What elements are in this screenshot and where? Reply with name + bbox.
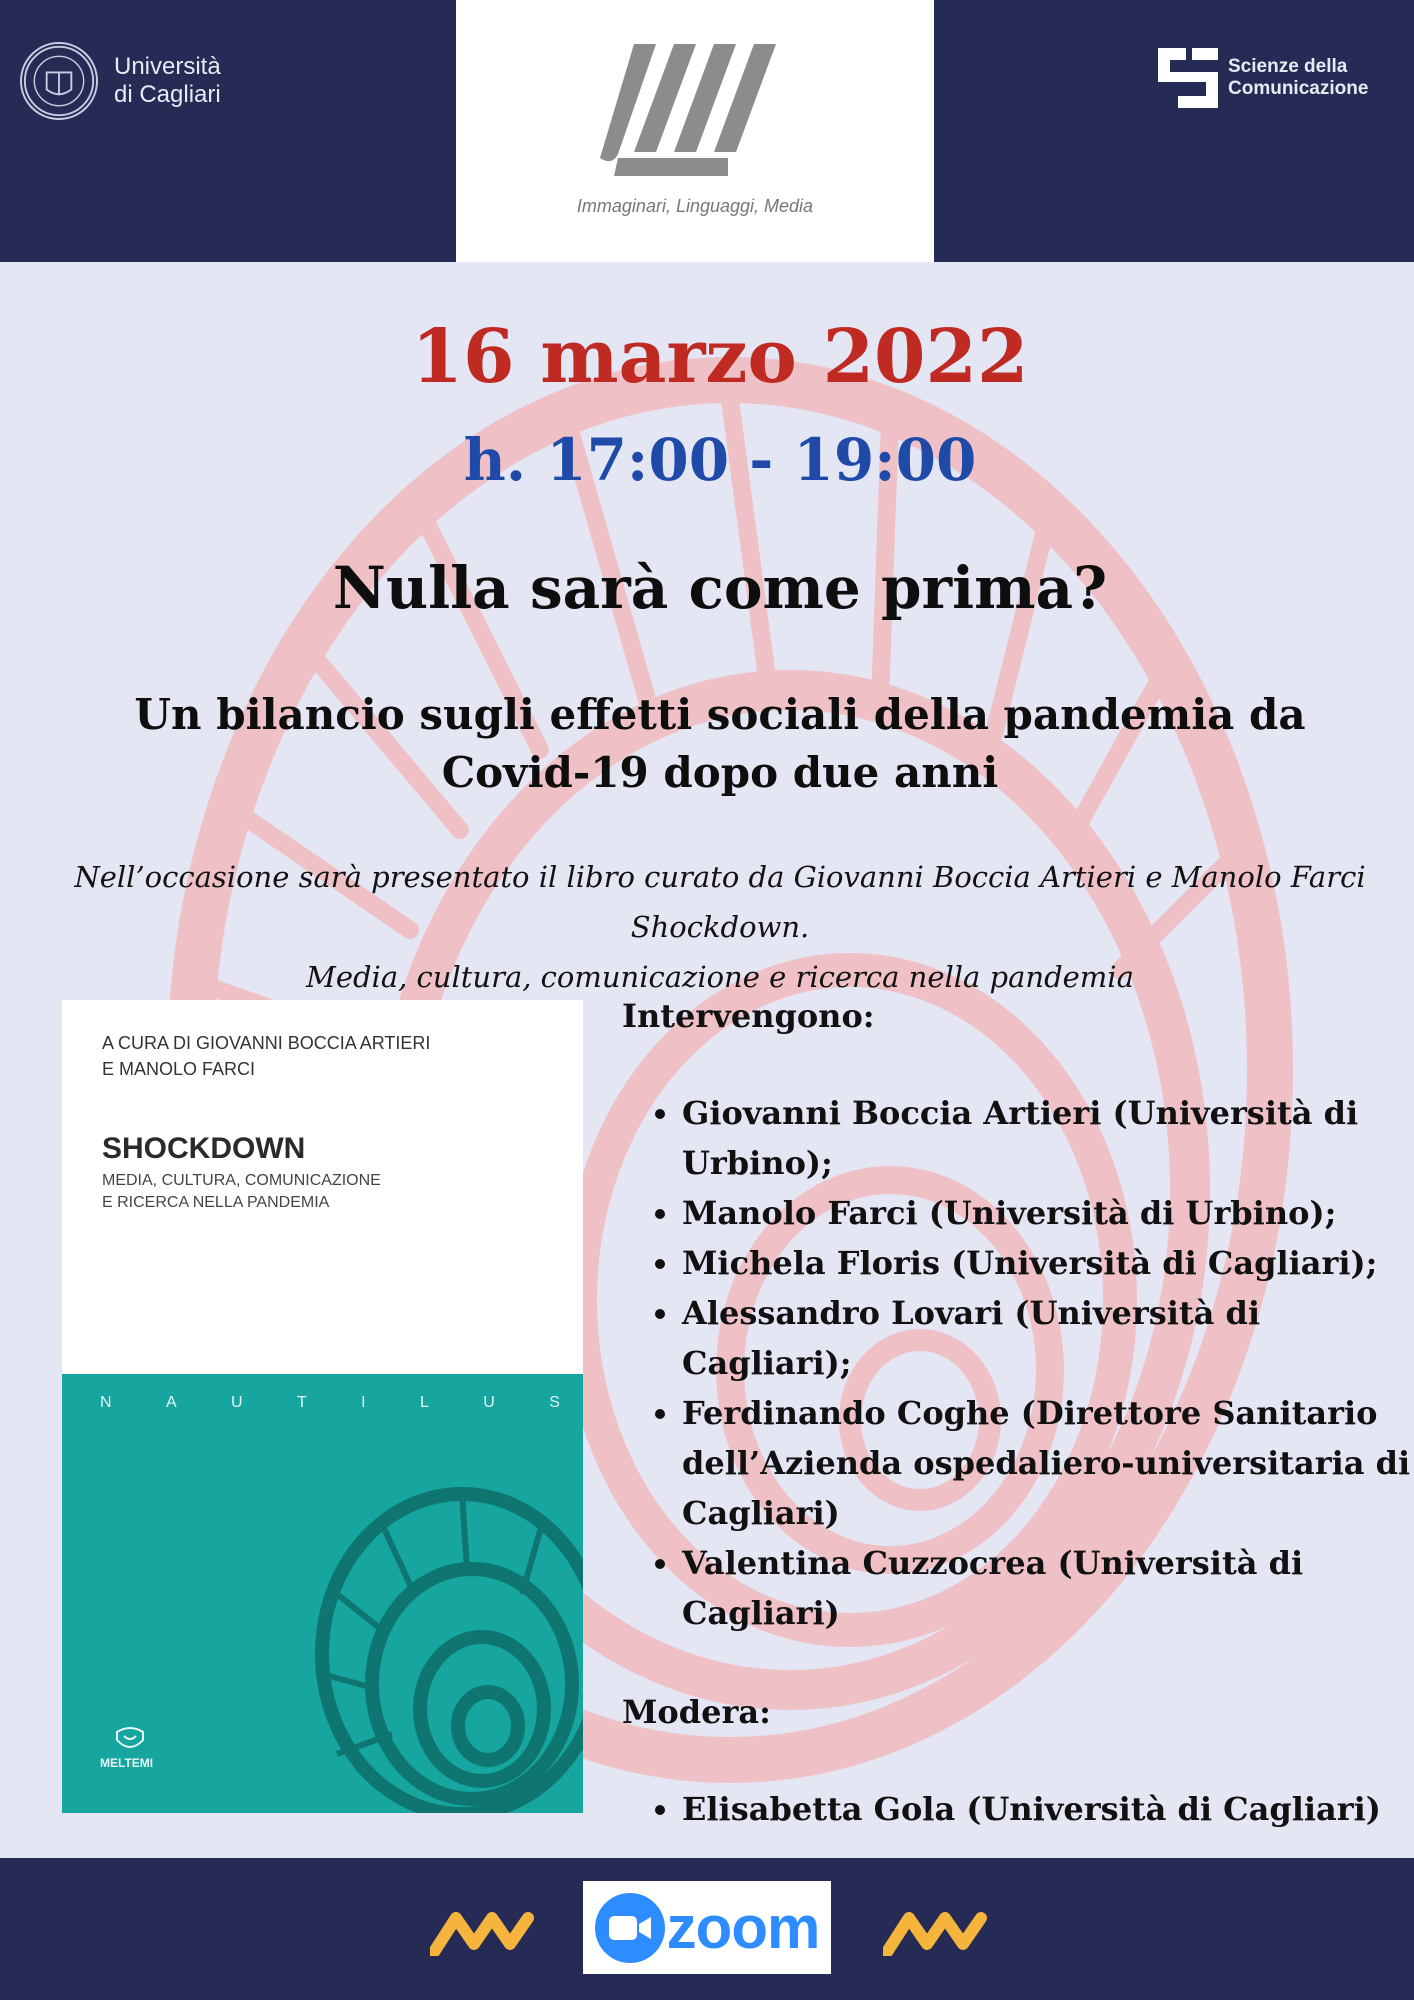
event-title: Nulla sarà come prima? — [332, 554, 1108, 622]
university-logo[interactable] — [20, 42, 221, 120]
series-letter: U — [231, 1394, 243, 1411]
university-name-line2: di Cagliari — [114, 81, 221, 108]
book-curators-line1: A CURA DI GIOVANNI BOCCIA ARTIERI — [102, 1033, 431, 1053]
series-letter: L — [419, 1394, 429, 1411]
zoom-camera-icon — [595, 1893, 665, 1963]
event-date: 16 marzo 2022 — [411, 314, 1029, 400]
mm-logo-icon — [430, 1912, 536, 1956]
book-subtitle — [102, 1170, 502, 1214]
speakers-section — [622, 988, 1414, 1834]
series-letter: U — [483, 1394, 495, 1411]
series-letter: N — [100, 1394, 112, 1411]
book-curators-line2: E MANOLO FARCI — [102, 1059, 256, 1079]
series-letter: A — [165, 1394, 177, 1411]
book-subtitle-line2: E RICERCA NELLA PANDEMIA — [102, 1194, 330, 1211]
intro-line1: Nell’occasione sarà presentato il libro curato da Giovanni Boccia Artieri e Manolo Farci Shockdown. — [74, 860, 1366, 944]
nautilus-shell-image — [292, 1444, 583, 1813]
zoom-wordmark: zoom — [666, 1894, 820, 1961]
ilm-caption: Immaginari, Linguaggi, Media — [576, 196, 814, 216]
event-intro — [20, 852, 1414, 1002]
speaker-item: • Giovanni Boccia Artieri (Università di Urbino); — [682, 1088, 1414, 1188]
university-name-line1: Università — [114, 53, 221, 80]
moderator-list — [622, 1784, 1414, 1834]
mm-logo-icon — [883, 1912, 989, 1956]
department-logo-icon — [1158, 48, 1218, 108]
series-letter: T — [296, 1394, 307, 1411]
ilm-logo-icon — [596, 34, 796, 184]
series-letter: I — [361, 1394, 366, 1411]
speaker-item: • Michela Floris (Università di Cagliari); — [682, 1238, 1414, 1288]
department-name-line2: Comunicazione — [1228, 78, 1369, 99]
university-seal-icon — [20, 42, 98, 120]
event-subtitle — [60, 686, 1380, 802]
event-time: h. 17:00 - 19:00 — [463, 426, 977, 494]
book-teal-band — [62, 1374, 583, 1813]
speaker-item: • Manolo Farci (Università di Urbino); — [682, 1188, 1414, 1238]
speakers-list — [622, 1088, 1414, 1638]
department-name-line1: Scienze della — [1228, 56, 1348, 77]
subtitle-line2: Covid-19 dopo due anni — [441, 748, 999, 797]
moderator-item: • Elisabetta Gola (Università di Cagliari) — [682, 1784, 1414, 1834]
department-logo[interactable] — [1158, 48, 1368, 108]
speaker-item: • Valentina Cuzzocrea (Università di Cagliari) — [682, 1538, 1414, 1638]
ilm-logo[interactable] — [456, 0, 934, 262]
series-name — [100, 1394, 560, 1412]
speakers-heading: Intervengono: — [622, 997, 875, 1035]
subtitle-line1: Un bilancio sugli effetti sociali della pandemia da — [134, 690, 1306, 739]
zoom-logo[interactable] — [583, 1881, 831, 1974]
header-bar — [0, 0, 1414, 262]
book-title: SHOCKDOWN — [102, 1132, 306, 1165]
meltemi-logo-icon — [114, 1726, 146, 1752]
intro-line2: Media, cultura, comunicazione e ricerca nella pandemia — [306, 960, 1134, 994]
book-cover — [62, 1000, 583, 1813]
book-curators — [102, 1030, 502, 1082]
moderator-heading: Modera: — [622, 1693, 771, 1731]
speaker-item: • Ferdinando Coghe (Direttore Sanitario dell’Azienda ospedaliero-universitaria di Cagliari) — [682, 1388, 1414, 1538]
speaker-item: • Alessandro Lovari (Università di Cagliari); — [682, 1288, 1414, 1388]
book-subtitle-line1: MEDIA, CULTURA, COMUNICAZIONE — [102, 1172, 381, 1189]
publisher-name: MELTEMI — [100, 1756, 154, 1770]
series-letter: S — [549, 1394, 560, 1411]
